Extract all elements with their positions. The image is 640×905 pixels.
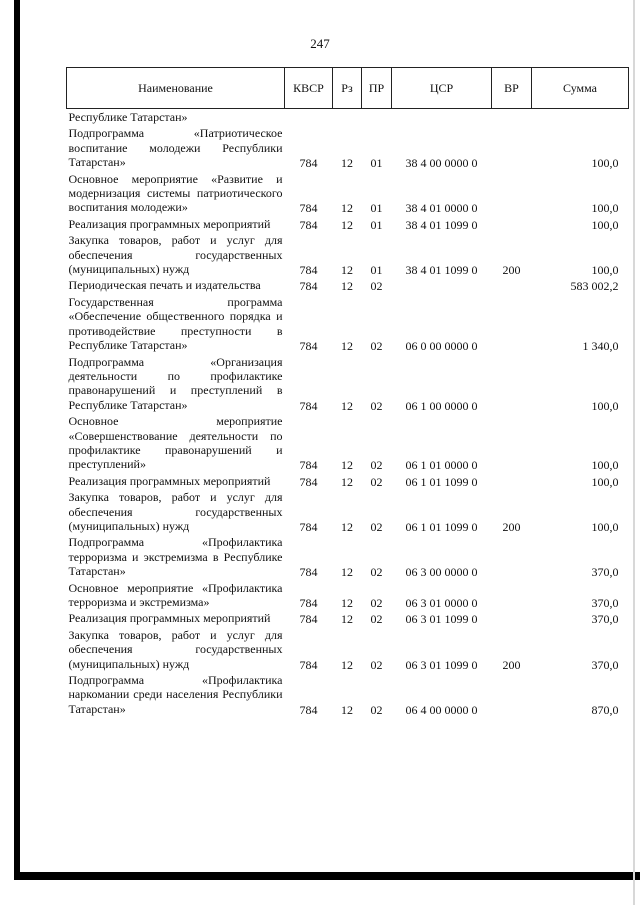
cell-sum: 370,0 xyxy=(591,612,619,627)
cell-pr: 02 xyxy=(370,612,383,627)
cell-pr: 02 xyxy=(370,339,383,354)
cell-rz: 12 xyxy=(341,519,353,534)
cell-vr: 200 xyxy=(502,519,521,534)
cell-name: Подпрограмма «Патриотическое воспитание молодежи Республики Татарстан» xyxy=(68,126,283,170)
table-row xyxy=(67,354,629,414)
cell-pr: 02 xyxy=(370,596,383,610)
cell-name: Основное мероприятие «Развитие и модернизация системы патриотического воспитания молодежи» xyxy=(68,171,283,215)
cell-vr xyxy=(492,216,532,232)
cell-pr xyxy=(362,109,392,126)
cell-csr: 06 3 01 1099 0 xyxy=(405,612,478,627)
cell-name: Периодическая печать и издательства xyxy=(68,278,261,293)
cell-rz xyxy=(333,109,362,126)
cell-vr xyxy=(492,354,532,414)
col-header-rz: Рз xyxy=(333,68,362,109)
cell-vr xyxy=(492,171,532,216)
cell-csr: 06 0 00 0000 0 xyxy=(405,339,478,354)
cell-sum: 1 340,0 xyxy=(582,339,619,354)
cell-sum: 100,0 xyxy=(591,458,619,473)
cell-kvsr xyxy=(285,109,333,126)
cell-kvsr: 784 xyxy=(299,156,318,171)
cell-sum: 100,0 xyxy=(591,217,619,232)
cell-kvsr: 784 xyxy=(299,702,318,717)
col-header-csr: ЦСР xyxy=(392,68,492,109)
table-row xyxy=(67,277,629,293)
col-header-sum: Сумма xyxy=(532,68,629,109)
cell-rz: 12 xyxy=(341,398,353,413)
cell-vr xyxy=(492,610,532,626)
cell-sum: 370,0 xyxy=(591,596,619,610)
table-row xyxy=(67,216,629,232)
table-header xyxy=(67,68,629,109)
cell-name: Закупка товаров, работ и услуг для обеспечения государственных (муниципальных) нужд xyxy=(68,233,283,277)
cell-kvsr: 784 xyxy=(299,596,318,610)
cell-kvsr: 784 xyxy=(299,217,318,232)
cell-sum xyxy=(532,109,629,126)
table-body xyxy=(67,109,629,718)
cell-rz: 12 xyxy=(341,339,353,354)
cell-kvsr: 784 xyxy=(299,565,318,580)
table-row xyxy=(67,627,629,672)
cell-pr: 02 xyxy=(370,474,383,489)
cell-vr xyxy=(492,125,532,170)
cell-vr xyxy=(492,580,532,611)
cell-pr: 02 xyxy=(370,279,383,294)
table-row xyxy=(67,294,629,354)
table-row xyxy=(67,232,629,277)
table-row xyxy=(67,610,629,626)
cell-sum: 100,0 xyxy=(591,474,619,489)
table-row xyxy=(67,171,629,216)
cell-csr: 38 4 00 0000 0 xyxy=(405,156,478,171)
cell-rz: 12 xyxy=(341,263,353,278)
cell-kvsr: 784 xyxy=(299,458,318,473)
cell-vr xyxy=(492,277,532,293)
table-row xyxy=(67,672,629,717)
budget-table xyxy=(66,67,629,717)
cell-kvsr: 784 xyxy=(299,279,318,294)
cell-kvsr: 784 xyxy=(299,339,318,354)
cell-pr: 02 xyxy=(370,458,383,473)
cell-sum: 370,0 xyxy=(591,565,619,580)
cell-sum: 100,0 xyxy=(591,263,619,278)
page-number: 247 xyxy=(310,36,330,51)
cell-rz: 12 xyxy=(341,612,353,627)
cell-name: Основное мероприятие «Профилактика терроризма и экстремизма» xyxy=(68,580,283,609)
scan-edge-right xyxy=(633,0,635,905)
cell-rz: 12 xyxy=(341,565,353,580)
cell-name: Реализация программных мероприятий xyxy=(68,216,271,231)
cell-name: Закупка товаров, работ и услуг для обеспечения государственных (муниципальных) нужд xyxy=(68,627,283,671)
cell-kvsr: 784 xyxy=(299,398,318,413)
cell-kvsr: 784 xyxy=(299,519,318,534)
cell-kvsr: 784 xyxy=(299,474,318,489)
cell-pr: 01 xyxy=(370,217,383,232)
cell-csr: 06 3 01 1099 0 xyxy=(405,657,478,672)
scan-edge-bottom xyxy=(14,872,640,880)
cell-vr: 200 xyxy=(502,657,521,672)
cell-rz: 12 xyxy=(341,458,353,473)
cell-name: Реализация программных мероприятий xyxy=(68,473,271,488)
cell-sum: 100,0 xyxy=(591,201,619,216)
col-header-kvsr: КВСР xyxy=(285,68,333,109)
cell-rz: 12 xyxy=(341,217,353,232)
cell-csr: 06 1 01 1099 0 xyxy=(405,519,478,534)
cell-sum: 870,0 xyxy=(591,702,619,717)
cell-csr: 06 3 00 0000 0 xyxy=(405,565,478,580)
cell-sum: 100,0 xyxy=(591,398,619,413)
cell-csr: 38 4 01 1099 0 xyxy=(405,217,478,232)
cell-name: Основное мероприятие «Совершенствование деятельности по профилактике правонарушений и преступлений» xyxy=(68,414,283,472)
cell-rz: 12 xyxy=(341,474,353,489)
table-row xyxy=(67,109,629,126)
cell-vr xyxy=(492,109,532,126)
table-row xyxy=(67,125,629,170)
cell-vr xyxy=(492,534,532,579)
table-row xyxy=(67,489,629,534)
table-row xyxy=(67,413,629,473)
cell-csr: 38 4 01 0000 0 xyxy=(405,201,478,216)
cell-name: Закупка товаров, работ и услуг для обеспечения государственных (муниципальных) нужд xyxy=(68,490,283,533)
cell-vr: 200 xyxy=(502,263,521,278)
cell-name: Государственная программа «Обеспечение общественного порядка и противодействие преступности в Республике Татарстан» xyxy=(68,294,283,353)
cell-vr xyxy=(492,294,532,354)
cell-sum: 370,0 xyxy=(591,657,619,672)
cell-vr xyxy=(492,672,532,717)
cell-pr: 02 xyxy=(370,519,383,534)
cell-vr xyxy=(492,473,532,489)
col-header-vr: ВР xyxy=(492,68,532,109)
cell-name: Республике Татарстан» xyxy=(68,110,188,124)
cell-rz: 12 xyxy=(341,201,353,216)
cell-name: Подпрограмма «Организация деятельности по профилактике правонарушений и преступлений в Республике Татарстан» xyxy=(68,354,283,412)
cell-pr: 02 xyxy=(370,702,383,717)
cell-kvsr: 784 xyxy=(299,201,318,216)
cell-kvsr: 784 xyxy=(299,612,318,627)
cell-rz: 12 xyxy=(341,596,353,610)
cell-name: Реализация программных мероприятий xyxy=(68,611,271,626)
cell-vr xyxy=(492,413,532,473)
table-row xyxy=(67,534,629,579)
cell-csr xyxy=(392,277,492,293)
cell-name: Подпрограмма «Профилактика наркомании среди населения Республики Татарстан» xyxy=(68,673,283,716)
cell-kvsr: 784 xyxy=(299,263,318,278)
cell-rz: 12 xyxy=(341,657,353,672)
cell-sum: 583 002,2 xyxy=(570,279,619,294)
table-row xyxy=(67,580,629,611)
cell-pr: 01 xyxy=(370,201,383,216)
cell-pr: 01 xyxy=(370,263,383,278)
cell-rz: 12 xyxy=(341,279,353,294)
cell-pr: 02 xyxy=(370,565,383,580)
cell-sum: 100,0 xyxy=(591,156,619,171)
cell-csr: 06 1 01 0000 0 xyxy=(405,458,478,473)
col-header-name: Наименование xyxy=(67,68,285,109)
cell-csr: 38 4 01 1099 0 xyxy=(405,263,478,278)
scan-edge-left xyxy=(14,0,20,878)
cell-kvsr: 784 xyxy=(299,657,318,672)
cell-csr: 06 1 00 0000 0 xyxy=(405,398,478,413)
cell-name: Подпрограмма «Профилактика терроризма и экстремизма в Республике Татарстан» xyxy=(68,535,283,579)
cell-csr: 06 1 01 1099 0 xyxy=(405,474,478,489)
cell-rz: 12 xyxy=(341,156,353,171)
cell-sum: 100,0 xyxy=(591,519,619,534)
col-header-pr: ПР xyxy=(362,68,392,109)
cell-csr: 06 4 00 0000 0 xyxy=(405,702,478,717)
cell-csr: 06 3 01 0000 0 xyxy=(405,596,478,610)
table-row xyxy=(67,473,629,489)
cell-rz: 12 xyxy=(341,702,353,717)
cell-pr: 02 xyxy=(370,398,383,413)
cell-csr xyxy=(392,109,492,126)
cell-pr: 01 xyxy=(370,156,383,171)
cell-pr: 02 xyxy=(370,657,383,672)
